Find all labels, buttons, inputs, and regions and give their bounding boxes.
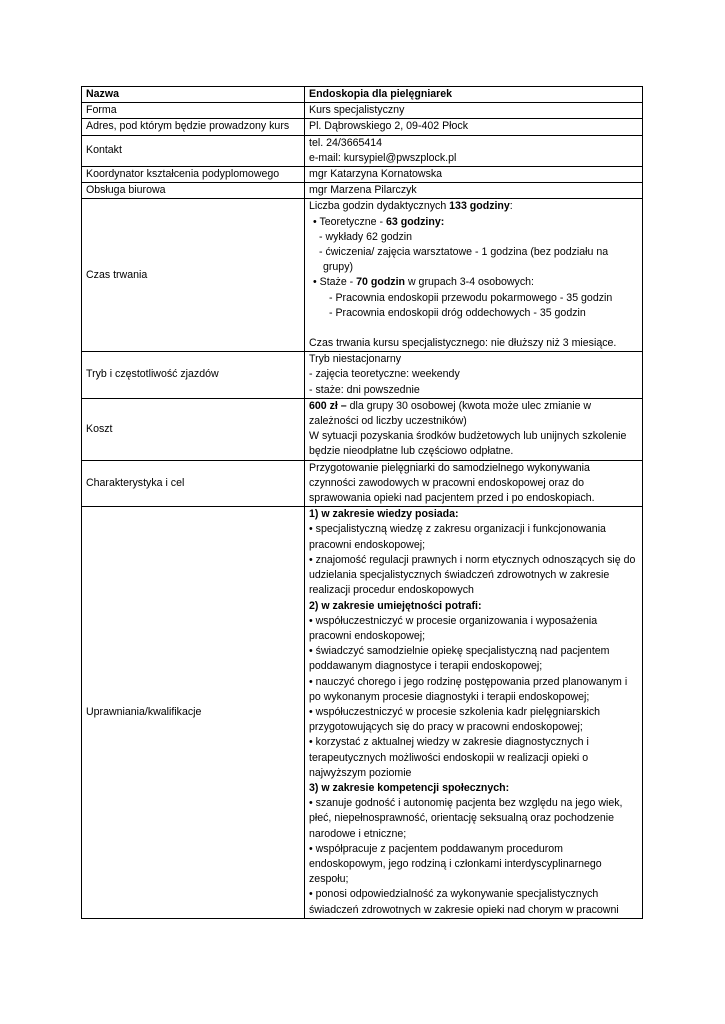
table-row	[82, 183, 643, 199]
row-label-adres: Adres, pod którym będzie prowadzony kurs	[82, 119, 305, 135]
course-address: Pl. Dąbrowskiego 2, 09-402 Płock	[305, 119, 643, 135]
table-row	[82, 199, 643, 352]
description-text: Przygotowanie pielęgniarki do samodzielnego wykonywania czynności zawodowych w pracowni endoskopowej oraz do sprawowania opieki nad pacjentem przed i po endoskopiach.	[305, 460, 643, 507]
social-heading: 3) w zakresie kompetencji społecznych:	[309, 781, 510, 794]
contact-email: e-mail: kursypiel@pwszplock.pl	[309, 151, 457, 164]
row-label-obsluga: Obsługa biurowa	[82, 183, 305, 199]
coordinator-name: mgr Katarzyna Kornatowska	[305, 167, 643, 183]
row-label-uprawnienia: Uprawniania/kwalifikacje	[82, 507, 305, 918]
row-label-koordynator: Koordynator kształcenia podyplomowego	[82, 167, 305, 183]
contact-phone: tel. 24/3665414	[309, 136, 383, 149]
office-staff-name: mgr Marzena Pilarczyk	[305, 183, 643, 199]
cost-funding-note: W sytuacji pozyskania środków budżetowych lub unijnych szkolenie będzie nieodpłatne lub częściowo odpłatne.	[309, 430, 627, 458]
table-row	[82, 103, 643, 119]
spacer	[309, 321, 638, 336]
list-item: • ponosi odpowiedzialność za wykonywanie specjalistycznych świadczeń zdrowotnych w zakresie opieki nad chorym w pracowni	[309, 888, 619, 916]
qualifications-cell	[305, 507, 643, 918]
knowledge-heading: 1) w zakresie wiedzy posiada:	[309, 508, 459, 521]
course-info-table	[81, 86, 643, 919]
row-label-tryb: Tryb i częstotliwość zjazdów	[82, 352, 305, 399]
internship-gi: - Pracownia endoskopii przewodu pokarmowego - 35 godzin	[329, 291, 613, 304]
max-duration: Czas trwania kursu specjalistycznego: nie dłuższy niż 3 miesiące.	[309, 337, 617, 350]
list-item: • specjalistyczną wiedzę z zakresu organizacji i funkcjonowania pracowni endoskopowej;	[309, 523, 606, 551]
row-label-charakterystyka: Charakterystyka i cel	[82, 460, 305, 507]
workshop-hours: - ćwiczenia/ zajęcia warsztatowe - 1 godzina (bez podziału na	[319, 246, 609, 259]
list-item: • korzystać z aktualnej wiedzy w zakresie diagnostycznych i terapeutycznych możliwości endoskopii w realizacji opieki o najwyższym poziomie	[309, 736, 589, 779]
mode-cell	[305, 352, 643, 399]
duration-cell	[305, 199, 643, 352]
table-row	[82, 167, 643, 183]
contact-cell	[305, 135, 643, 166]
hours-total: Liczba godzin dydaktycznych 133 godziny:	[309, 200, 513, 213]
cost-price: 600 zł – dla grupy 30 osobowej (kwota może ulec zmianie w zależności od liczby uczestników)	[309, 399, 592, 428]
list-item: • współuczestniczyć w procesie organizowania i wyposażenia pracowni endoskopowej;	[309, 614, 598, 642]
list-item: • współpracuje z pacjentem poddawanym procedurom endoskopowym, jego rodziną i członkami interdyscyplinarnego zespołu;	[309, 842, 602, 886]
theory-hours: • Teoretyczne - 63 godziny:	[313, 215, 445, 228]
internship-hours: • Staże - 70 godzin w grupach 3-4 osobowych:	[313, 276, 534, 289]
list-item: • świadczyć samodzielnie opiekę specjalistyczną nad pacjentem poddawanym diagnostyce i terapii endoskopowej;	[309, 645, 610, 673]
row-label-kontakt: Kontakt	[82, 135, 305, 166]
table-row	[82, 398, 643, 460]
row-label-forma: Forma	[82, 103, 305, 119]
table-row	[82, 507, 643, 918]
mode-type: Tryb niestacjonarny	[309, 353, 402, 366]
list-item: • szanuje godność i autonomię pacjenta bez względu na jego wiek, płeć, niepełnosprawność, orientację seksualną oraz pochodzenie narodowe i etniczne;	[309, 797, 623, 840]
mode-internship: - staże: dni powszednie	[309, 383, 420, 396]
table-row	[82, 119, 643, 135]
row-label-koszt: Koszt	[82, 398, 305, 460]
course-form: Kurs specjalistyczny	[305, 103, 643, 119]
lecture-hours: - wykłady 62 godzin	[319, 230, 413, 243]
list-item: • znajomość regulacji prawnych i norm etycznych odnoszących się do udzielania specjalistycznych świadczeń zdrowotnych w zakresie realizacji procedur endoskopowych	[309, 553, 636, 597]
list-item: • nauczyć chorego i jego rodzinę postępowania przed planowanym i po wykonanym procesie diagnostyki i terapii endoskopowej;	[309, 675, 628, 703]
list-item: • współuczestniczyć w procesie szkolenia kadr pielęgniarskich przygotowujących się do pracy w pracowni endoskopowej;	[309, 705, 601, 734]
internship-airways: - Pracownia endoskopii dróg oddechowych - 35 godzin	[329, 306, 586, 319]
table-row	[82, 460, 643, 507]
table-row	[82, 87, 643, 103]
skills-heading: 2) w zakresie umiejętności potrafi:	[309, 599, 482, 612]
table-row	[82, 135, 643, 166]
row-label-nazwa: Nazwa	[82, 87, 305, 103]
mode-theory: - zajęcia teoretyczne: weekendy	[309, 368, 460, 381]
course-name: Endoskopia dla pielęgniarek	[305, 87, 643, 103]
cost-cell	[305, 398, 643, 460]
workshop-hours-cont: grupy)	[323, 261, 354, 274]
table-row	[82, 352, 643, 399]
row-label-czas: Czas trwania	[82, 199, 305, 352]
